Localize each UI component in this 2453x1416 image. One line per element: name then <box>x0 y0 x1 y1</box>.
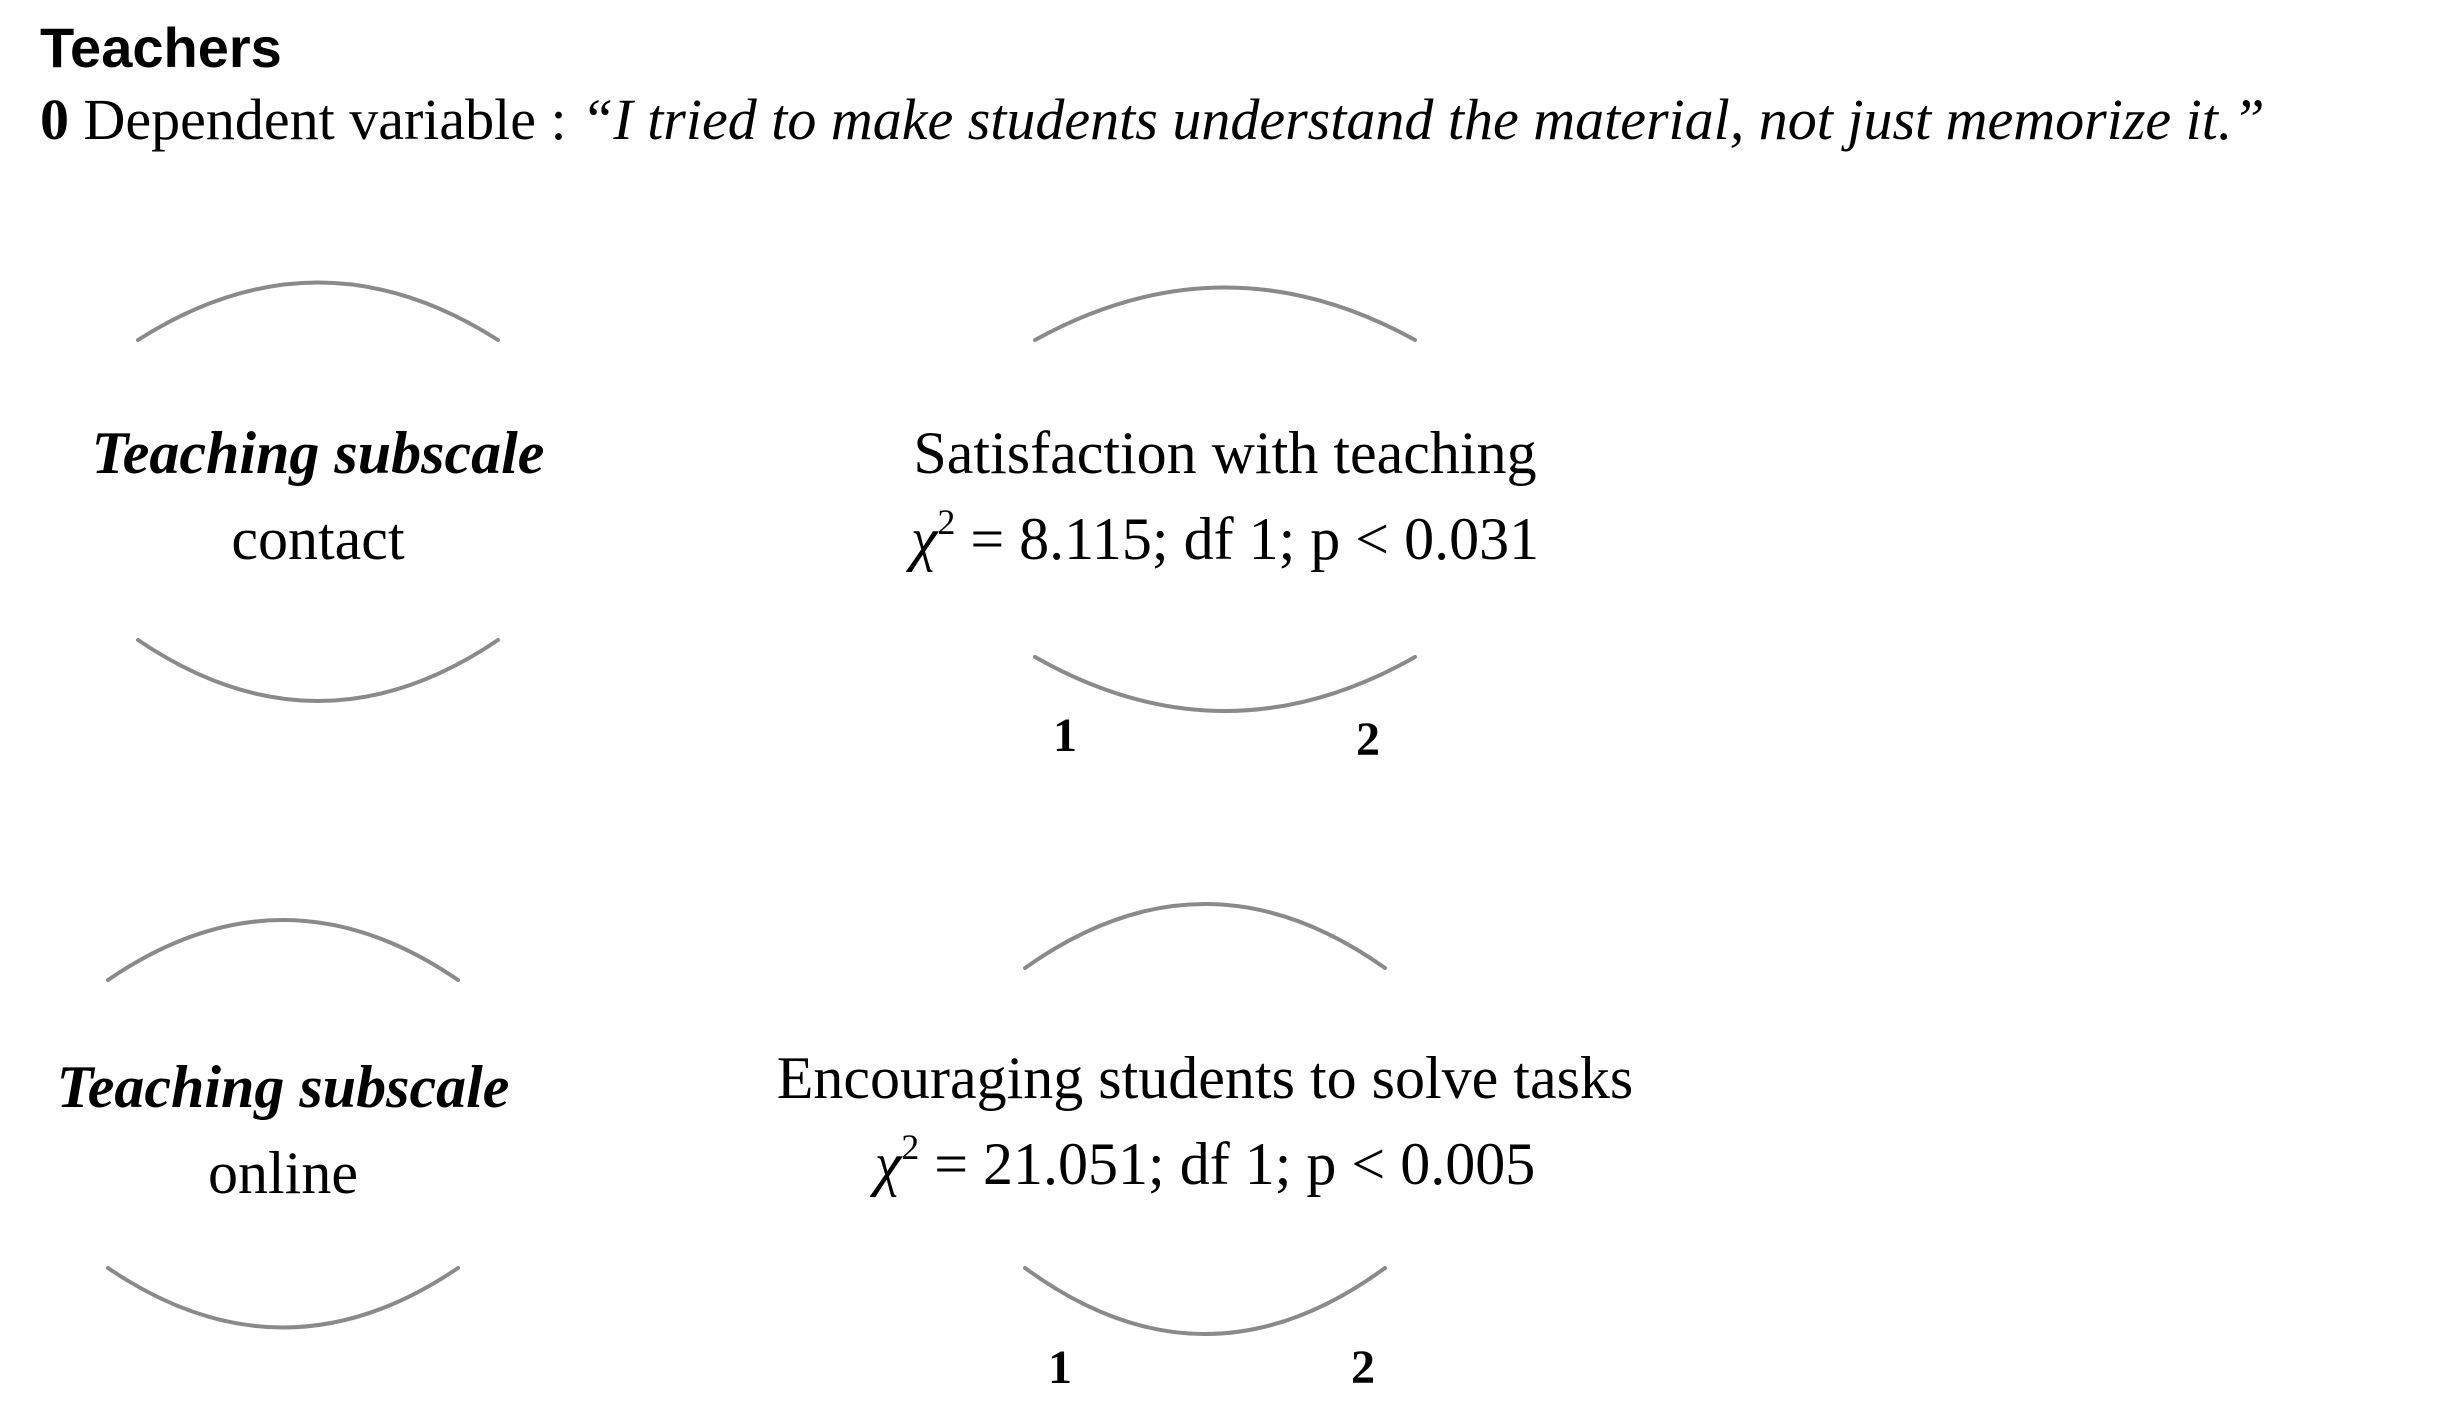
dependent-variable-label: Dependent variable : <box>83 87 567 152</box>
arc-row2-right-bottom <box>1025 1268 1385 1334</box>
row1-left-node <box>58 410 578 582</box>
arc-row1-left-bottom <box>138 640 498 701</box>
row1-left-title: Teaching subscale <box>91 420 545 486</box>
row1-chi-exponent: 2 <box>937 501 956 542</box>
arc-row2-left-top <box>108 920 458 980</box>
row1-point-1: 1 <box>1053 709 1077 762</box>
arc-row2-left-bottom <box>108 1268 458 1328</box>
arc-row1-left-top <box>138 283 498 341</box>
row1-chi-symbol: χ <box>910 506 938 572</box>
row2-chi-exponent: 2 <box>901 1126 920 1167</box>
row2-right-node <box>705 1035 1705 1207</box>
arc-row2-right-top <box>1025 904 1385 968</box>
row2-point-2: 2 <box>1351 1341 1375 1394</box>
figure-heading: Teachers <box>40 16 282 79</box>
row1-point-2: 2 <box>1356 713 1380 766</box>
row1-right-stat-line <box>775 496 1675 582</box>
row1-right-title: Satisfaction with teaching <box>913 420 1537 486</box>
row2-left-subtitle: online <box>208 1140 358 1206</box>
row2-left-title: Teaching subscale <box>56 1054 510 1120</box>
dependent-variable-number: 0 <box>40 87 69 152</box>
row1-right-stat: = 8.115; df 1; p < 0.031 <box>955 506 1540 572</box>
row2-right-stat-line <box>705 1121 1705 1207</box>
row2-left-node <box>23 1044 543 1216</box>
row1-left-subtitle: contact <box>231 506 405 572</box>
row1-right-node <box>775 410 1675 582</box>
row2-chi-symbol: χ <box>874 1131 902 1197</box>
row2-right-title: Encouraging students to solve tasks <box>776 1045 1634 1111</box>
arc-row1-right-top <box>1035 288 1415 341</box>
row2-point-1: 1 <box>1048 1341 1072 1394</box>
arc-row1-right-bottom <box>1035 657 1415 711</box>
dependent-variable-quote: “I tried to make students understand the material, not just memorize it.” <box>581 87 2265 152</box>
row2-right-stat: = 21.051; df 1; p < 0.005 <box>919 1131 1536 1197</box>
